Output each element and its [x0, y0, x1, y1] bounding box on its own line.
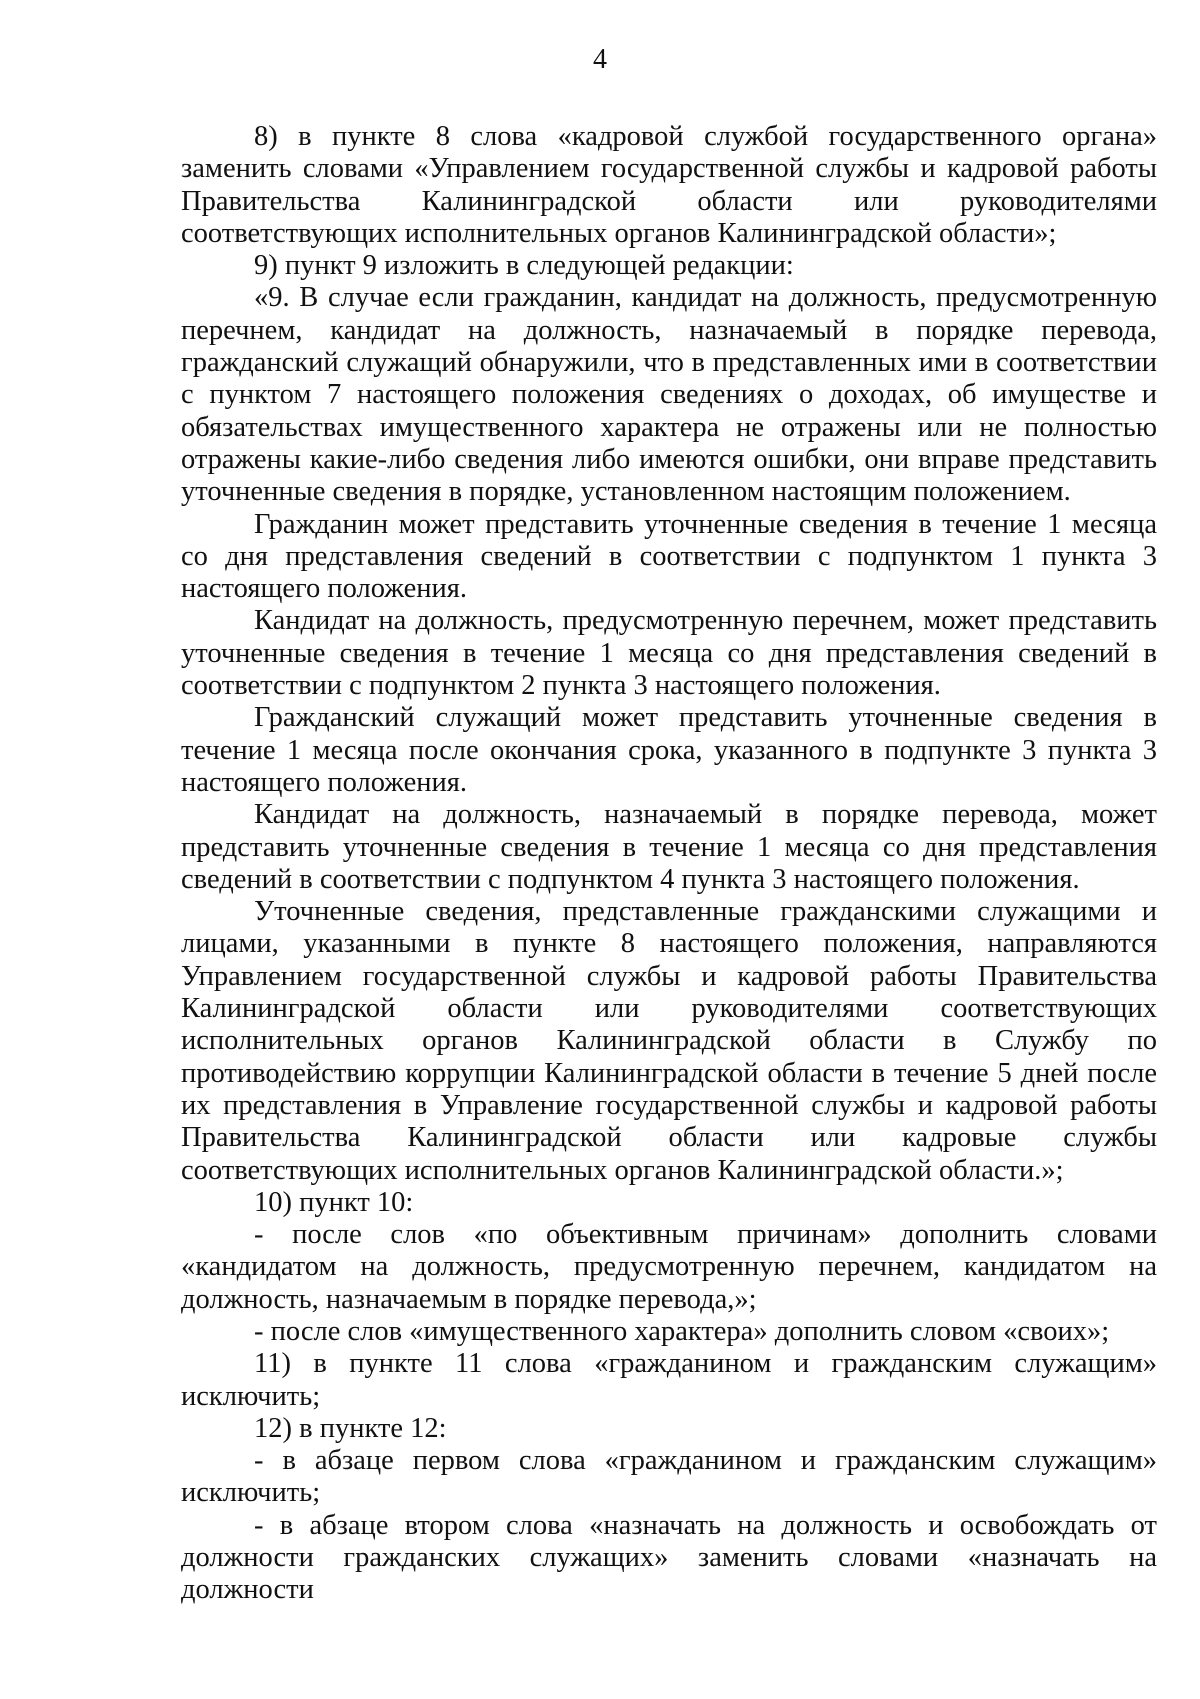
paragraph-item-10-dash-2: - после слов «имущественного характера» дополнить словом «своих»;	[254, 1315, 1110, 1347]
paragraph-civil-servant: Гражданский служащий может представить уточненные сведения в течение 1 месяца после окончания срока, указанного в подпункте 3 пункта 3 настоящего положения.	[181, 702, 1157, 798]
paragraph-item-10: 10) пункт 10:	[254, 1186, 414, 1218]
paragraph-item-9: 9) пункт 9 изложить в следующей редакции:	[254, 250, 794, 282]
paragraph-item-11: 11) в пункте 11 слова «гражданином и гражданским служащим» исключить;	[181, 1348, 1157, 1412]
paragraph-item-8: 8) в пункте 8 слова «кадровой службой государственного органа» заменить словами «Управлением государственной службы и кадровой работы Правительства Калининградской области или руководителями соответствующих исполнительных органов Калининградской области»;	[181, 121, 1157, 249]
paragraph-item-10-dash-1: - после слов «по объективным причинам» дополнить словами «кандидатом на должность, предусмотренную перечнем, кандидатом на должность, назначаемым в порядке перевода,»;	[181, 1219, 1157, 1315]
paragraph-candidate-list: Кандидат на должность, предусмотренную перечнем, может представить уточненные сведения в течение 1 месяца со дня представления сведений в соответствии с подпунктом 2 пункта 3 настоящего положения.	[181, 605, 1157, 702]
paragraph-new-point-9: «9. В случае если гражданин, кандидат на должность, предусмотренную перечнем, кандидат на должность, назначаемый в порядке перевода, гражданский служащий обнаружили, что в представленных ими в соответствии с пунктом 7 настоящего положения сведениях о доходах, об имуществе и обязательствах имущественного характера не отражены или не полностью отражены какие-либо сведения либо имеются ошибки, они вправе представить уточненные сведения в порядке, установленном настоящим положением.	[181, 282, 1157, 508]
paragraph-item-12-dash-2: - в абзаце втором слова «назначать на должность и освобождать от должности гражданских служащих» заменить словами «назначать на должности	[181, 1509, 1157, 1606]
paragraph-candidate-transfer: Кандидат на должность, назначаемый в порядке перевода, может представить уточненные сведения в течение 1 месяца со дня представления сведений в соответствии с подпунктом 4 пункта 3 настоящего положения.	[181, 799, 1157, 895]
paragraph-clarified-info: Уточненные сведения, представленные гражданскими служащими и лицами, указанными в пункте 8 настоящего положения, направляются Управлением государственной службы и кадровой работы Правительства Калининградской области или руководителями соответствующих исполнительных органов Калининградской области в Службу по противодействию коррупции Калининградской области в течение 5 дней после их представления в Управление государственной службы и кадровой работы Правительства Калининградской области или кадровые службы соответствующих исполнительных органов Калининградской области.»;	[181, 896, 1157, 1186]
document-body	[181, 121, 1157, 1607]
paragraph-item-12: 12) в пункте 12:	[254, 1412, 447, 1444]
page-number: 4	[593, 44, 607, 75]
paragraph-citizen: Гражданин может представить уточненные сведения в течение 1 месяца со дня представления сведений в соответствии с подпунктом 1 пункта 3 настоящего положения.	[181, 508, 1157, 605]
paragraph-item-12-dash-1: - в абзаце первом слова «гражданином и гражданским служащим» исключить;	[181, 1445, 1157, 1509]
